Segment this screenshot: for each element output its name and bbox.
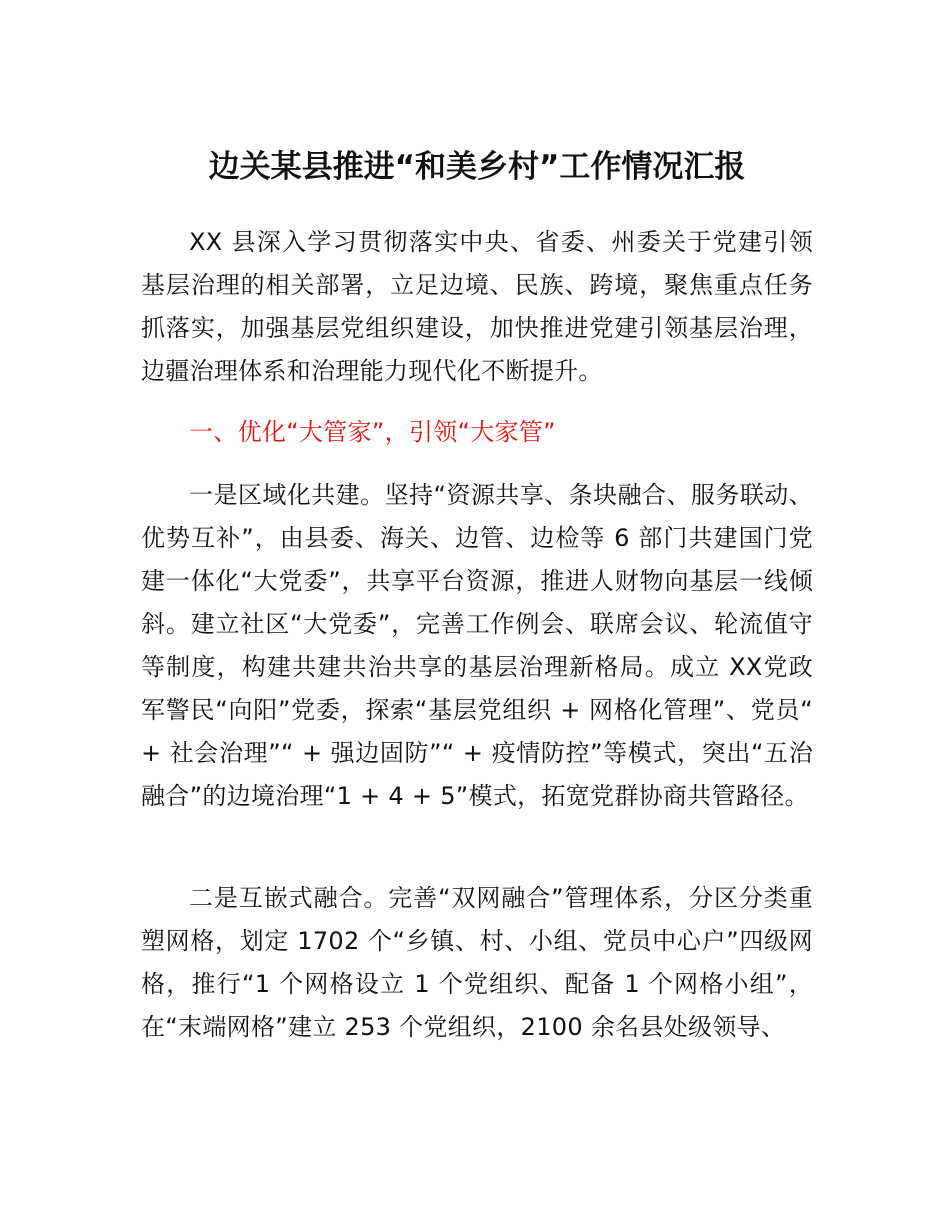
document-title: 边关某县推进“和美乡村”工作情况汇报	[208, 149, 746, 185]
body-paragraph-1: 一是区域化共建。坚持“资源共享、条块融合、服务联动、优势互补”，由县委、海关、边管、边检等 6 部门共建国门党建一体化“大党委”，共享平台资源，推进人财物向基层一线倾斜。建立社区“大党委”，完善工作例会、联席会议、轮流值守等制度，构建共建共治共享的基层治理新格局。成立 XX党政军警民“向阳”党委，探索“基层党组织 + 网格化管理”、党员“ + 社会治理”“ + 强边固防”“ + 疫情防控”等模式，突出“五治融合”的边境治理“1 + 4 + 5”模式，拓宽党群协商共管路径。	[141, 481, 813, 810]
section-heading: 一、优化“大管家”，引领“大家管”	[189, 418, 556, 446]
body-paragraph-2: 二是互嵌式融合。完善“双网融合”管理体系，分区分类重塑网格，划定 1702 个“乡镇、村、小组、党员中心户”四级网格，推行“1 个网格设立 1 个党组织、配备 1 个网格小组”，在“末端网格”建立 253 个党组织，2100 余名县处级领导、	[141, 884, 813, 1041]
intro-paragraph: XX 县深入学习贯彻落实中央、省委、州委关于党建引领基层治理的相关部署，立足边境、民族、跨境，聚焦重点任务抓落实，加强基层党组织建设，加快推进党建引领基层治理，边疆治理体系和治理能力现代化不断提升。	[141, 228, 813, 385]
